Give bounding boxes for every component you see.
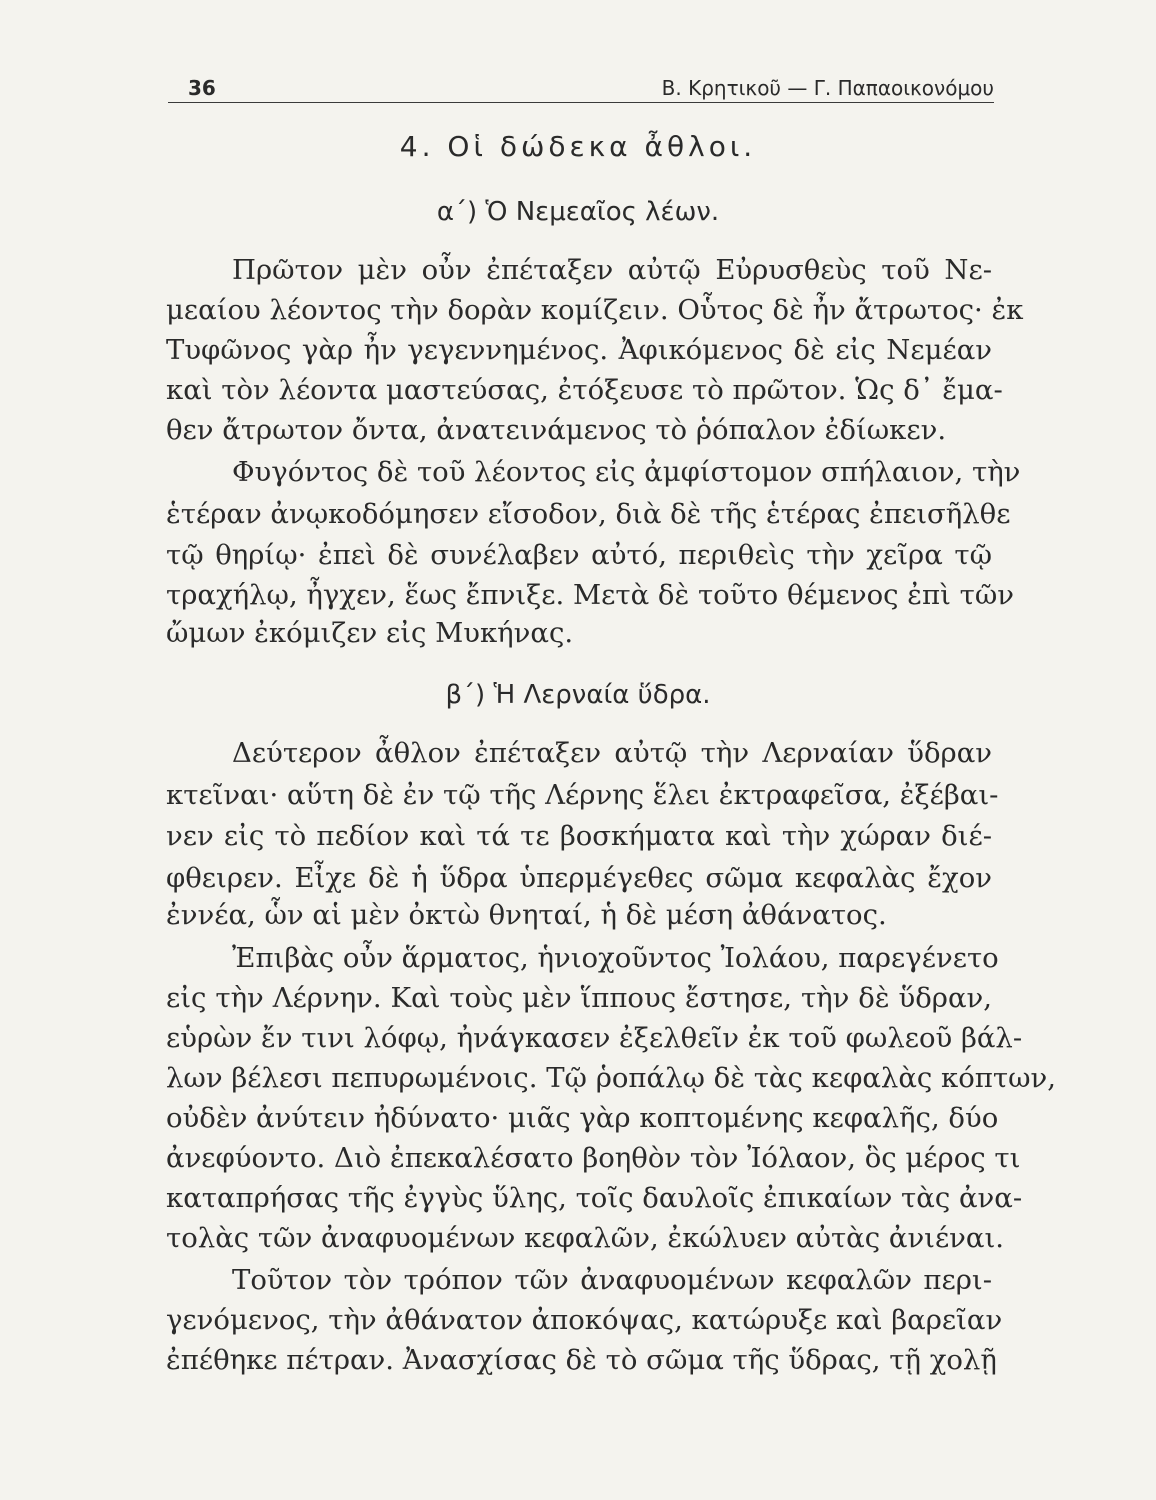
text-line: τολὰς τῶν ἀναφυομένων κεφαλῶν, ἐκώλυεν αὐτὰς ἀνιέναι. xyxy=(166,1222,1004,1254)
text-line: καὶ τὸν λέοντα μαστεύσας, ἐτόξευσε τὸ πρῶτον. Ὡς δ᾿ ἔμα- xyxy=(166,374,1003,406)
text-line: ἐπέθηκε πέτραν. Ἀνασχίσας δὲ τὸ σῶμα τῆς ὕδρας, τῇ χολῇ xyxy=(166,1344,997,1376)
text-line: ὤμων ἐκόμιζεν εἰς Μυκήνας. xyxy=(166,617,574,649)
section-title-nemean-lion: α΄) Ὁ Νεμεαῖος λέων. xyxy=(436,197,720,227)
text-line: Δεύτερον ἆθλον ἐπέταξεν αὐτῷ τὴν Λερναίαν ὕδραν xyxy=(232,737,992,769)
text-line: εὑρὼν ἔν τινι λόφῳ, ἠνάγκασεν ἐξελθεῖν ἐκ τοῦ φωλεοῦ βάλ- xyxy=(166,1022,1023,1054)
text-line: μεαίου λέοντος τὴν δορὰν κομίζειν. Οὗτος δὲ ἦν ἄτρωτος· ἐκ xyxy=(166,294,1024,326)
text-line: θεν ἄτρωτον ὄντα, ἀνατεινάμενος τὸ ῥόπαλον ἐδίωκεν. xyxy=(166,414,947,446)
text-line: λων βέλεσι πεπυρωμένοις. Τῷ ῥοπάλῳ δὲ τὰς κεφαλὰς κόπτων, xyxy=(166,1062,1056,1094)
text-line: οὐδὲν ἀνύτειν ἠδύνατο· μιᾶς γὰρ κοπτομένης κεφαλῆς, δύο xyxy=(166,1102,999,1134)
text-line: Πρῶτον μὲν οὖν ἐπέταξεν αὐτῷ Εὐρυσθεὺς τοῦ Νε- xyxy=(232,254,992,286)
chapter-title: 4. Οἱ δώδεκα ἆθλοι. xyxy=(399,130,757,163)
text-line: ἐννέα, ὧν αἱ μὲν ὀκτὼ θνηταί, ἡ δὲ μέση ἀθάνατος. xyxy=(166,899,887,931)
text-line: γενόμενος, τὴν ἀθάνατον ἀποκόψας, κατώρυξε καὶ βαρεῖαν xyxy=(166,1304,1003,1336)
text-line: Ἐπιβὰς οὖν ἅρματος, ἡνιοχοῦντος Ἰολάου, παρεγένετο xyxy=(232,942,999,974)
section-title-lernaean-hydra: β΄) Ἡ Λερναία ὕδρα. xyxy=(445,680,711,710)
page-number: 36 xyxy=(188,76,216,100)
page-header xyxy=(168,72,994,103)
text-line: κτεῖναι· αὕτη δὲ ἐν τῷ τῆς Λέρνης ἕλει ἐκτραφεῖσα, ἐξέβαι- xyxy=(166,779,999,811)
text-line: νεν εἰς τὸ πεδίον καὶ τά τε βοσκήματα καὶ τὴν χώραν διέ- xyxy=(166,820,992,852)
text-line: φθειρεν. Εἶχε δὲ ἡ ὕδρα ὑπερμέγεθες σῶμα κεφαλὰς ἔχον xyxy=(166,862,992,894)
text-line: Φυγόντος δὲ τοῦ λέοντος εἰς ἀμφίστομον σπήλαιον, τὴν xyxy=(232,456,1021,488)
text-line: εἰς τὴν Λέρνην. Καὶ τοὺς μὲν ἵππους ἔστησε, τὴν δὲ ὕδραν, xyxy=(166,982,992,1014)
text-line: Τοῦτον τὸν τρόπον τῶν ἀναφυομένων κεφαλῶν περι- xyxy=(232,1264,992,1296)
text-line: καταπρήσας τῆς ἐγγὺς ὕλης, τοῖς δαυλοῖς ἐπικαίων τὰς ἀνα- xyxy=(166,1182,1023,1214)
text-line: Τυφῶνος γὰρ ἦν γεγεννημένος. Ἀφικόμενος δὲ εἰς Νεμέαν xyxy=(166,334,992,366)
text-line: τῷ θηρίῳ· ἐπεὶ δὲ συνέλαβεν αὐτό, περιθεὶς τὴν χεῖρα τῷ xyxy=(166,539,992,571)
running-head: Β. Κρητικοῦ — Γ. Παπαοικονόμου xyxy=(661,76,994,100)
text-line: ἀνεφύοντο. Διὸ ἐπεκαλέσατο βοηθὸν τὸν Ἰόλαον, ὃς μέρος τι xyxy=(166,1142,1021,1174)
text-line: τραχήλῳ, ἦγχεν, ἕως ἔπνιξε. Μετὰ δὲ τοῦτο θέμενος ἐπὶ τῶν xyxy=(166,579,1015,611)
text-line: ἑτέραν ἀνῳκοδόμησεν εἴσοδον, διὰ δὲ τῆς ἑτέρας ἐπεισῆλθε xyxy=(166,498,1011,530)
